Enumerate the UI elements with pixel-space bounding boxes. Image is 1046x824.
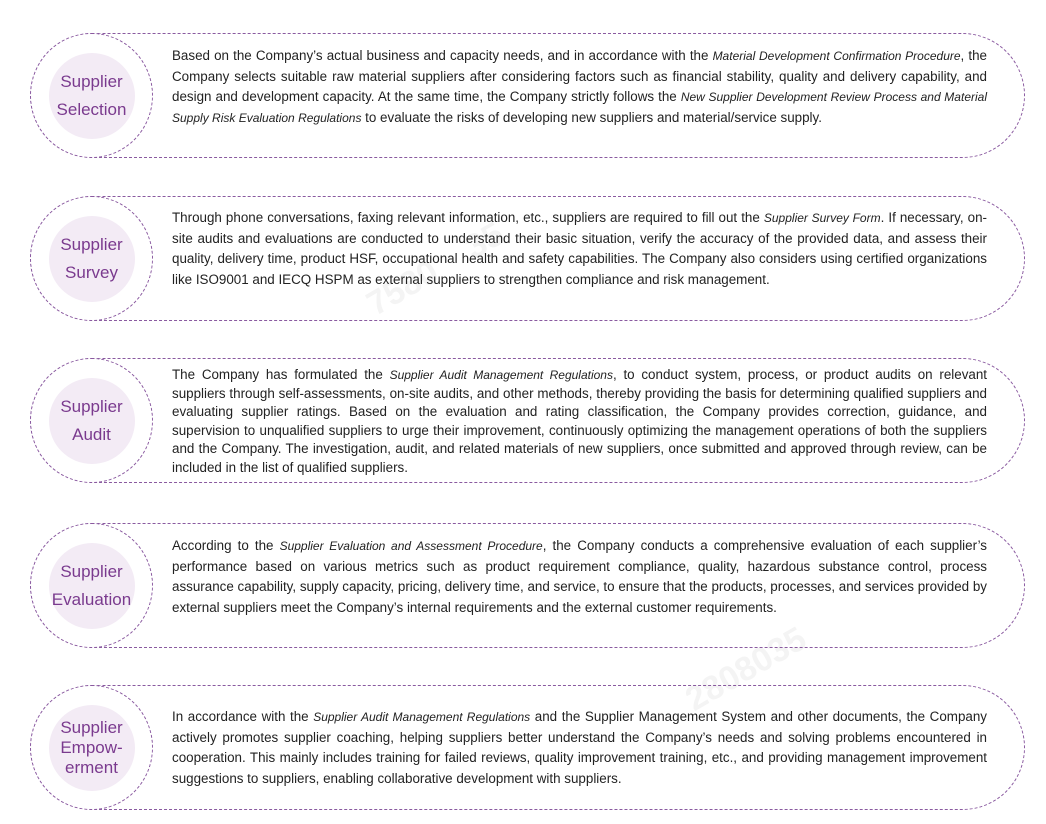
section-label-line: Supplier: [60, 561, 123, 581]
label-badge: [30, 196, 153, 321]
paragraph-text: and the Supplier Management System and other documents, the Company actively promotes supplier coaching, helping suppliers better understand the Company’s needs and solving problems encountered in cooperation. This mainly includes training for failed reviews, quality improvement training, etc., and providing management improvement suggestions to suppliers, enabling collaborative development with suppliers.: [172, 709, 987, 786]
paragraph-text: The Company has formulated the: [172, 367, 390, 382]
section-label-line: Supplier: [60, 71, 123, 91]
label-badge: [30, 523, 153, 648]
document-title-reference: New Supplier Development Review Process and Material Supply Risk Evaluation Regulations: [172, 90, 987, 125]
paragraph-text: , the Company selects suitable raw material suppliers after considering factors such as financial stability, quality and delivery capability, and design and development capacity. At the same time, the Company strictly follows the: [172, 48, 988, 105]
label-badge: [30, 685, 153, 810]
paragraph-text: Through phone conversations, faxing relevant information, etc., suppliers are required to fill out the: [172, 210, 764, 225]
paragraph-text: According to the: [172, 538, 280, 553]
document-title-reference: Supplier Survey Form: [763, 211, 881, 225]
watermark: 7580 35: [360, 214, 511, 324]
section-paragraph: [172, 536, 987, 618]
document-title-reference: Supplier Evaluation and Assessment Procedure: [279, 539, 543, 553]
section-label: [31, 197, 152, 320]
document-title-reference: Supplier Audit Management Regulations: [389, 368, 613, 382]
paragraph-text: , to conduct system, process, or product audits on relevant suppliers through self-assessments, on-site audits, and other methods, thereby providing the basis for determining qualified suppliers and evaluating supplier ratings. Based on the evaluation and rating classification, the Company provides correction, guidance, and supervision to unqualified suppliers to urge their improvement, continuously optimizing the management operations of both the suppliers and the Company. The investigation, audit, and related materials of new suppliers, once submitted and approved through review, can be included in the list of qualified suppliers.: [172, 367, 988, 475]
paragraph-text: . If necessary, on-site audits and evaluations are conducted to understand their basic situation, verify the accuracy of the provided data, and assess their quality, delivery time, product HSF, occupational health and safety capabilities. The Company also considers using certified organizations like ISO9001 and IECQ HSPM as external suppliers to strengthen compliance and risk management.: [172, 210, 987, 287]
section-label: [31, 359, 152, 482]
section-supplier-empowerment: [30, 685, 1025, 810]
section-label-line: Supplier: [60, 396, 123, 416]
document-title-reference: Material Development Confirmation Procedure: [712, 49, 961, 63]
paragraph-text: In accordance with the: [172, 709, 314, 724]
paragraph-text: to evaluate the risks of developing new suppliers and material/service supply.: [361, 109, 822, 125]
section-supplier-evaluation: [30, 523, 1025, 648]
section-label: [31, 34, 152, 157]
section-label-line: erment: [65, 757, 118, 777]
section-supplier-selection: [30, 33, 1025, 158]
section-label-line: Empow-: [60, 737, 123, 757]
document-title-reference: Supplier Audit Management Regulations: [313, 710, 531, 724]
section-paragraph: [172, 208, 987, 290]
section-label-line: Audit: [72, 424, 111, 444]
section-label: [31, 686, 152, 809]
section-paragraph: [172, 46, 987, 128]
section-supplier-survey: [30, 196, 1025, 321]
paragraph-text: , the Company conducts a comprehensive evaluation of each supplier’s performance based on various metrics such as product requirement compliance, quality, hazardous substance control, process assurance capability, supply capacity, pricing, delivery time, and service, to ensure that the products, processes, and services provided by external suppliers meet the Company’s internal requirements and the external customer requirements.: [172, 538, 987, 615]
section-supplier-audit: [30, 358, 1025, 483]
paragraph-text: Based on the Company’s actual business and capacity needs, and in accordance with the: [172, 48, 713, 63]
section-label: [31, 524, 152, 647]
section-paragraph: [172, 707, 987, 789]
watermark: 2808035: [679, 619, 813, 719]
section-label-line: Selection: [56, 99, 127, 119]
label-badge: [30, 358, 153, 483]
section-label-line: Supplier: [60, 234, 123, 254]
section-label-line: Evaluation: [51, 589, 132, 609]
section-label-line: Survey: [65, 262, 118, 282]
label-badge: [30, 33, 153, 158]
section-label-line: Supplier: [60, 717, 123, 737]
section-paragraph: [172, 366, 987, 478]
